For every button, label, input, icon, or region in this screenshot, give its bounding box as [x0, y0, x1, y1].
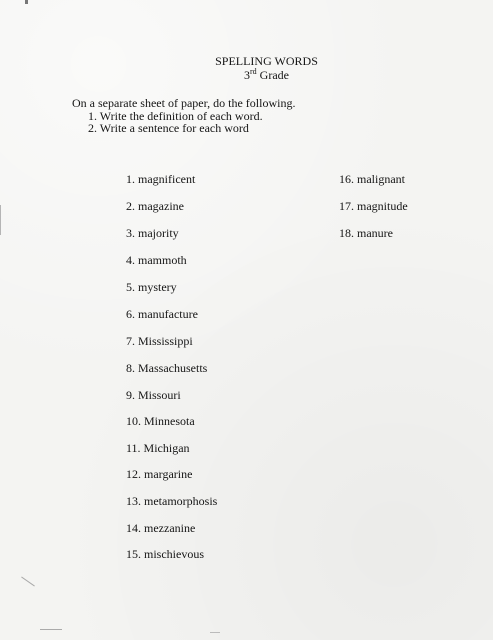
worksheet-heading — [0, 54, 493, 82]
word-item: 18. manure — [339, 226, 393, 240]
word-item: 13. metamorphosis — [126, 494, 218, 508]
word-item: 9. Missouri — [126, 388, 181, 402]
word-item: 16. malignant — [339, 172, 405, 186]
scan-smudge — [210, 632, 220, 633]
word-item: 3. majority — [126, 226, 179, 240]
grade-label: 3rd Grade — [244, 67, 289, 82]
word-item: 5. mystery — [126, 280, 177, 294]
word-item: 7. Mississippi — [126, 334, 193, 348]
word-item: 11. Michigan — [126, 441, 190, 455]
word-item: 15. mischievous — [126, 547, 204, 561]
scan-speck — [25, 0, 28, 4]
word-item: 14. mezzanine — [126, 521, 196, 535]
scan-smudge — [21, 577, 35, 587]
word-item: 10. Minnesota — [126, 414, 195, 428]
instructions-intro: On a separate sheet of paper, do the following. — [72, 96, 296, 110]
word-item: 1. magnificent — [126, 172, 196, 186]
instruction-step: 2. Write a sentence for each word — [88, 121, 249, 135]
instructions — [72, 97, 295, 135]
word-item: 17. magnitude — [339, 199, 408, 213]
instruction-step: 1. Write the definition of each word. — [88, 108, 263, 123]
word-item: 12. margarine — [126, 467, 193, 481]
word-item: 6. manufacture — [126, 307, 198, 321]
word-item: 4. mammoth — [126, 253, 187, 267]
word-item: 2. magazine — [126, 199, 184, 213]
worksheet-title: SPELLING WORDS — [215, 54, 318, 68]
scan-edge-mark — [0, 205, 1, 235]
scan-smudge — [40, 629, 62, 630]
word-item: 8. Massachusetts — [126, 361, 208, 375]
